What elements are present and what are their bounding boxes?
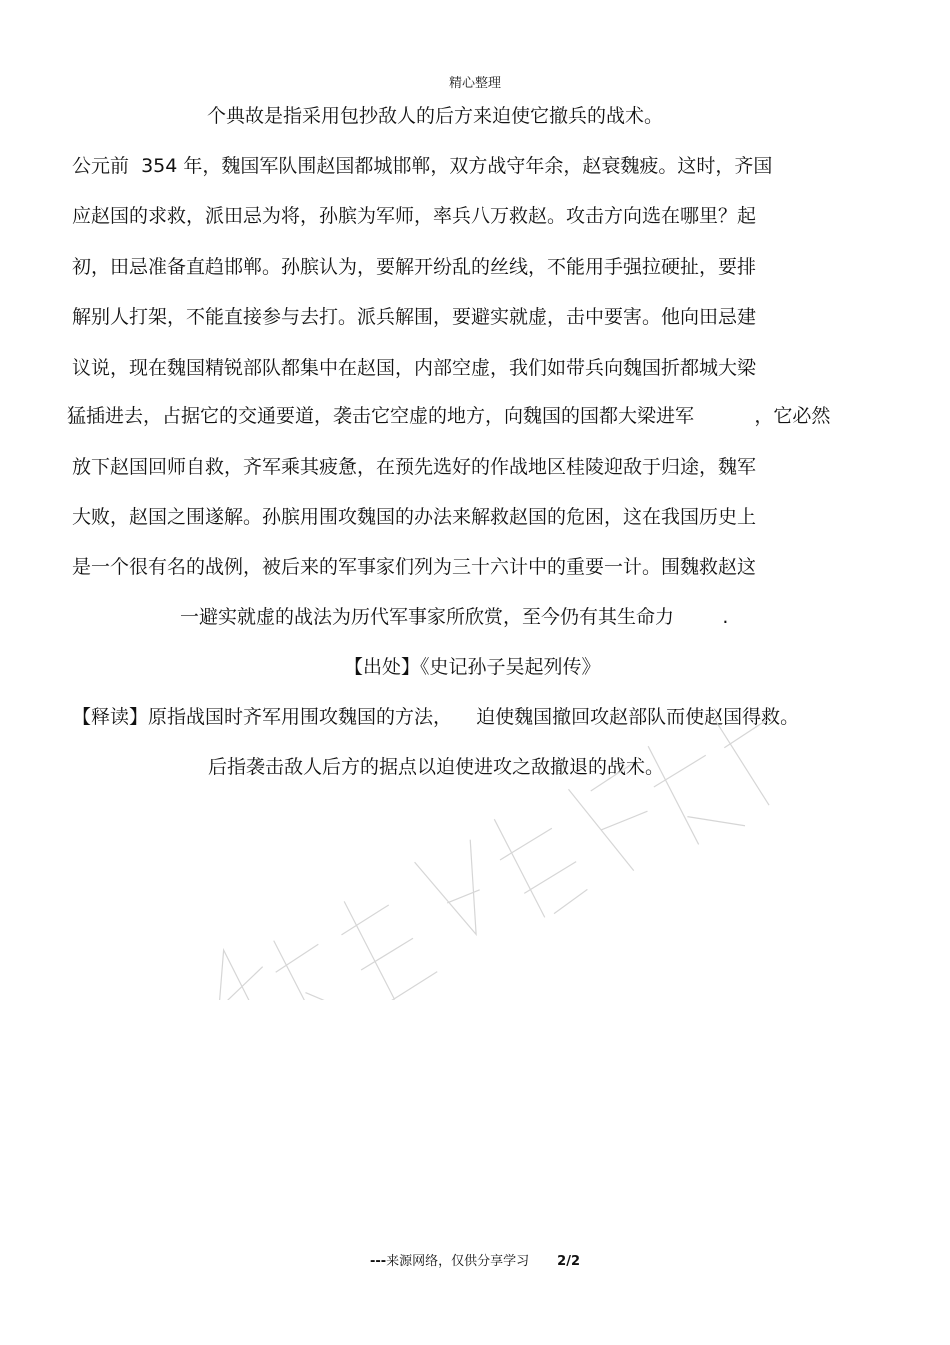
body-line-7: 猛插进去，占据它的交通要道，袭击它空虚的地方，向魏国的国都大梁进军 ，它必然 [67,405,831,427]
page-footer [0,1250,950,1269]
page-header: 精心整理 [448,76,501,91]
body-line-10: 是一个很有名的战例，被后来的军事家们列为三十六计中的重要一计。围魏救赵这 [72,556,757,578]
body-line-9: 大败，赵国之围遂解。孙膑用围攻魏国的办法来解救赵国的危困，这在我国历史上 [72,506,757,528]
body-line-5: 解别人打架，不能直接参与去打。派兵解围，要避实就虚，击中要害。他向田忌建 [72,306,757,328]
body-line-1: 个典故是指采用包抄敌人的后方来迫使它撤兵的战术。 [207,105,664,127]
explanation-line: 【释读】原指战国时齐军用围攻魏国的方法， 迫使魏国撤回攻赵部队而使赵国得救。 [72,706,800,728]
body-line-2: 公元前 354 年，魏国军队围赵国都城邯郸，双方战守年余，赵衰魏疲。这时，齐国 [72,155,773,177]
body-line-11: 一避实就虚的战法为历代军事家所欣赏，至今仍有其生命力 . [180,606,729,628]
body-line-6: 议说，现在魏国精锐部队都集中在赵国，内部空虚，我们如带兵向魏国折都城大梁 [72,357,757,379]
footer-dash: --- [369,1254,387,1269]
body-line-4: 初，田忌准备直趋邯郸。孙膑认为，要解开纷乱的丝线，不能用手强拉硬扯，要排 [72,256,757,278]
page-number: 2/2 [557,1254,581,1269]
source-line: 【出处】《史记孙子吴起列传》 [344,656,601,678]
body-line-3: 应赵国的求救，派田忌为将，孙膑为军师，率兵八万救赵。攻击方向选在哪里？起 [72,205,757,227]
explanation-line-2: 后指袭击敌人后方的据点以迫使进攻之敌撤退的战术。 [208,756,665,778]
footer-source: 来源网络，仅供分享学习 [386,1254,530,1269]
body-line-8: 放下赵国回师自救，齐军乘其疲惫，在预先选好的作战地区桂陵迎敌于归途，魏军 [72,456,757,478]
